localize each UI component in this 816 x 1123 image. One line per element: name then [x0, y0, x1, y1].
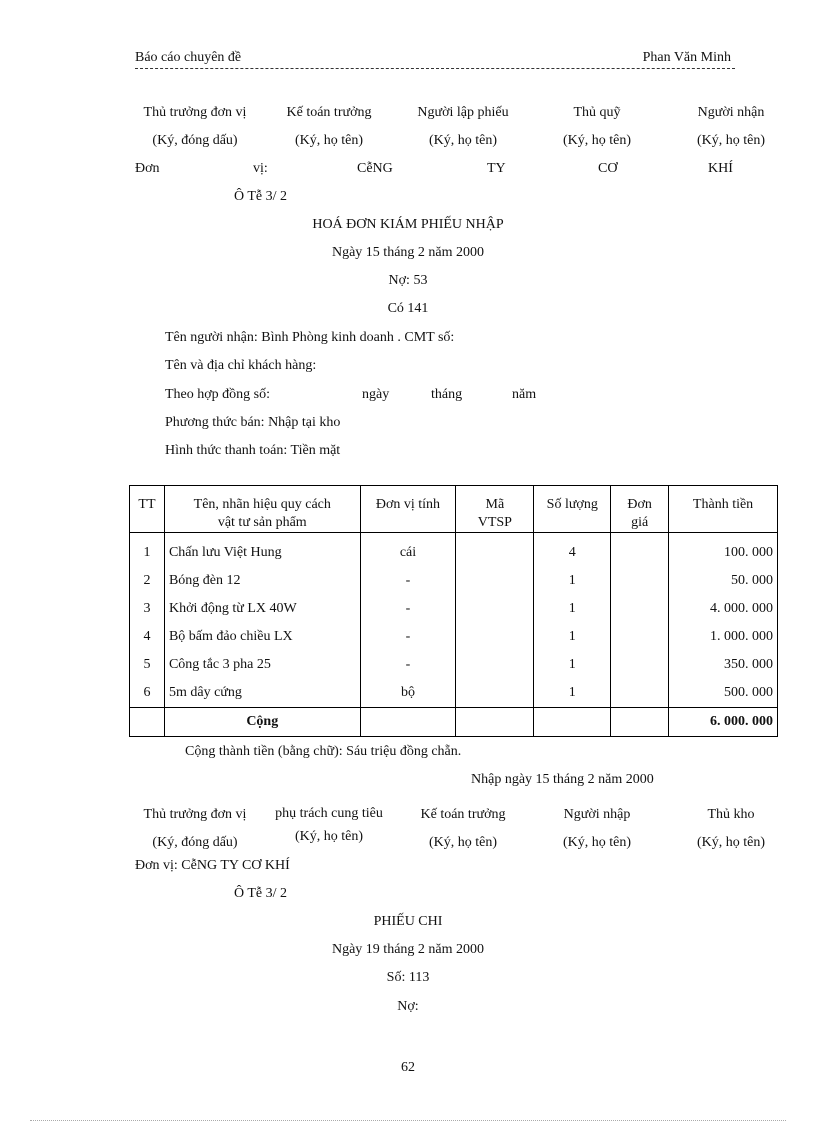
page-footer-divider	[30, 1120, 786, 1121]
unit-word: KHÍ	[708, 161, 733, 176]
invoice-title: HOÁ ĐƠN KIÁM PHIẾU NHẬP	[312, 217, 504, 232]
unit-line-2: Đơn vị: CễNG TY CƠ KHÍ	[135, 858, 290, 873]
unit-subline: Ô Tễ 3/ 2	[234, 189, 288, 204]
signature-block: Thủ kho (Ký, họ tên)	[696, 807, 766, 850]
total-amount: 6. 000. 000	[669, 708, 778, 737]
voucher-number: Số: 113	[386, 970, 430, 985]
customer-line: Tên và địa chỉ khách hàng:	[165, 358, 317, 373]
contract-day: ngày	[362, 387, 390, 402]
col-amount: Thành tiền	[669, 486, 778, 533]
col-tt: TT	[130, 486, 165, 533]
page-number: 62	[401, 1060, 415, 1075]
signature-block: Thủ trưởng đơn vị (Ký, đóng dấu)	[143, 105, 247, 148]
amount-in-words: Cộng thành tiền (bằng chữ): Sáu triệu đồng chẵn.	[185, 744, 462, 759]
signature-block: Kế toán trưởng (Ký, họ tên)	[286, 105, 372, 148]
table-row: 5 Công tắc 3 pha 25 - 1 350. 000	[130, 651, 778, 679]
invoice-date: Ngày 15 tháng 2 năm 2000	[331, 245, 485, 260]
signature-row-top	[128, 99, 798, 155]
header-left: Báo cáo chuyên đề	[135, 50, 242, 65]
table-row: 3 Khởi động từ LX 40W - 1 4. 000. 000	[130, 595, 778, 623]
contract-year: năm	[512, 387, 537, 402]
recipient-line: Tên người nhận: Bình Phòng kinh doanh . CMT số:	[165, 330, 455, 345]
signature-block: Kế toán trưởng (Ký, họ tên)	[420, 807, 506, 850]
table-total-row	[130, 708, 778, 737]
header-right: Phan Văn Minh	[642, 50, 731, 65]
table-row: 6 5m dây cứng bộ 1 500. 000	[130, 679, 778, 708]
signature-block: Người lập phiếu (Ký, họ tên)	[417, 105, 509, 148]
table-row: 2 Bóng đèn 12 - 1 50. 000	[130, 567, 778, 595]
unit-word: Đơn	[135, 161, 160, 176]
table-header-row	[130, 486, 778, 533]
signature-block: phụ trách cung tiêu (Ký, họ tên)	[275, 806, 383, 844]
unit-subline-2: Ô Tễ 3/ 2	[234, 886, 288, 901]
unit-word: CƠ	[598, 161, 618, 176]
contract-month: tháng	[431, 387, 463, 402]
signature-block: Thủ trưởng đơn vị (Ký, đóng dấu)	[143, 807, 247, 850]
invoice-debit: Nợ: 53	[388, 273, 428, 288]
unit-word: CễNG	[357, 161, 393, 176]
table-row: 4 Bộ bấm đảo chiều LX - 1 1. 000. 000	[130, 623, 778, 651]
payment-line: Hình thức thanh toán: Tiền mặt	[165, 443, 341, 458]
contract-line: Theo hợp đồng số:	[165, 387, 271, 402]
signature-row-bottom	[128, 801, 798, 857]
unit-word: vị:	[253, 161, 268, 176]
items-table	[129, 485, 778, 737]
col-name: Tên, nhãn hiệu quy cách vật tư sản phẩm	[164, 486, 360, 533]
unit-word: TY	[487, 161, 506, 176]
total-label: Cộng	[164, 708, 360, 737]
page-header	[135, 50, 735, 69]
voucher-date: Ngày 19 tháng 2 năm 2000	[331, 942, 485, 957]
import-date: Nhập ngày 15 tháng 2 năm 2000	[471, 772, 654, 787]
table-row: 1 Chấn lưu Việt Hung cái 4 100. 000	[130, 533, 778, 568]
voucher-title: PHIẾU CHI	[373, 914, 443, 929]
col-qty: Số lượng	[534, 486, 611, 533]
signature-block: Người nhận (Ký, họ tên)	[696, 105, 766, 148]
signature-block: Người nhập (Ký, họ tên)	[562, 807, 632, 850]
col-unit: Đơn vị tính	[360, 486, 456, 533]
invoice-credit: Có 141	[387, 301, 429, 316]
signature-block: Thủ quỹ (Ký, họ tên)	[562, 105, 632, 148]
col-code: Mã VTSP	[456, 486, 534, 533]
voucher-debit: Nợ:	[397, 999, 419, 1014]
sale-method-line: Phương thức bán: Nhập tại kho	[165, 415, 341, 430]
col-price: Đơn giá	[611, 486, 669, 533]
